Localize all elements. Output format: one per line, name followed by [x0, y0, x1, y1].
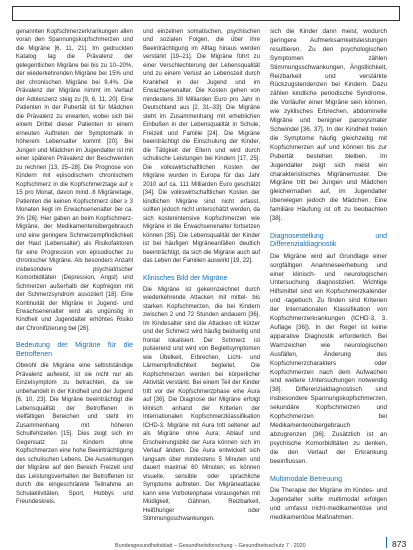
paragraph: Die Migräne wird auf Grundlage einer sorgfältigen Anamneseerhebung und einer klinisch- und neurologischen Untersuchung diagnostiziert. Wichtige Hilfsmittel sind ein Kopfschmerzkalender und -tagebuch. Zu finden sind Kriterien der Internationalen Klassifikation von Kopfschmerzerkrankungen (ICHD-3, 3. Auflage [36]). In der Regel ist keine apparative Diagnostik erforderlich. Bei Warnzeichen wie neurologischen Ausfällen, Änderung des Kopfschmerzcharakters oder Kopfschmerzen nach dem Aufwachen sind weitere Untersuchungen notwendig [38]. Differenzialdiagnostisch sind insbesondere Spannungskopfschmerzen, sekundäre Kopfschmerzen und Kopfschmerzen bei Medikamentenübergebrauch abzugrenzen [36]. Zusätzlich ist an psychische Komorbiditäten zu denken, die den Verlauf der Erkrankung beeinflussen. [270, 252, 387, 465]
section-heading: Klinisches Bild der Migräne [143, 274, 228, 282]
paragraph: Obwohl die Migräne eine selbstständige Prävalenz aufweist, ist sie nicht nur als Einzelsymptom zu betrachten, da sie unbehandelt in der Kindheit und der Jugend [6, 10, 23]. Die Migräne beeinträchtigt die Lebensqualität der Betroffenen in vielfältigen Bereichen und steht im Zusammenhang mit höheren Schulfehlzeiten [15]. Dies zeigt sich im Gegensatz zu Kindern ohne Kopfschmerzen eine hohe Beeinträchtigung des schulischen Lebens. Die Auswirkungen der Migräne auf den Bereich Freizeit und das Leistungsverhalten der Betroffenen ist durch die eingeschränkte Teilnahme an Schulaktivitäten, Sport, Hobbys und Freundeskreis. [16, 363, 133, 505]
journal-footer: Bundesgesundheitsblatt – Gesundheitsforschung – Gesundheitsschutz 7 · 2020 [115, 543, 306, 549]
footer-divider [386, 537, 387, 548]
paragraph: sich die Kinder dann meist, wodurch geringere Aufmerksamkeitsleistungen resultieren. Zu den psychologischen Symptomen zählen Stimmungsschwankungen, Ängstlichkeit, Reizbarkeit und verstärkte Rückzugstendenzen bei Kindern. Dazu zählen kindliche periodische Syndrome, die Vorläufer einer Migräne sein können, wie zyklisches Erbrechen, abdominelle Migräne und benigner paroxysmaler Schwindel [36, 37]. In der Kindheit treten die Symptome häufig gleichzeitig mit Kopfschmerzen auf und können bis zur Pubertät bestehen bleiben. Im Jugendalter zeigt sich meist ein charakteristisches Migränemuster. Die Migräne tritt bei Jungen und Mädchen gleichermaßen auf, im Jugendalter überwiegen jedoch die Mädchen. Eine familiäre Häufung ist oft zu beobachten [38]. [270, 28, 387, 223]
header-frame [12, 6, 400, 21]
section-heading: Multimodale Betreuung [270, 475, 342, 483]
paragraph: genannten Kopfschmerzerkrankungen allen voran den Spannungskopfschmerzen und die Migräne [6, 11, 21]. Im gedruckten Katalog lag die Prävalenz der gelegentlichen Migräne bei bis zu 10–20%, der wiederkehrenden Migräne bei 15% und der chronischen Migräne bei 9,4%. Die Prävalenz der Migräne nimmt im Verlauf der Adoleszenz steig zu [9, 6, 11, 20]. Eine Patienten in der Pubertät ist für Mädchen die Prävalenz zu erwarten, wobei sich bei einem Drittel dieser Patienten in einem erneuten Auftreten der Symptomatik in höherem Lebensalter kommt [20]. Bei Jungen und Mädchen im Jugendalter ist mit einer späteren Prävalenz der Beschwerden zu rechnen [13, 25–28]. Die Prognose von Kindern mit episodischem chronischem Kopfschmerz in die Kopfschmerztage auf ≥ 15 pro Monat, davon mind. 8 Migränetage, Patienten die keinen Kopfschmerz über ≥ 3 Monaten liegt im Erwachsenenalter bei ca. 3% [26]. Hier gaben an beim Kopfschmerz-Migräne, der Medikamentenübergebrauch und eine geringere Schmerzempfindlichkeit der Haut (Lebensalter) als Risikofaktoren für eine Progression von episodischer zu chronischer Migräne. Als besonders Anzahl insbesondere psychiatrischer Komorbiditäten (Depression, Angst) und Schmerzen außerhalb der Kopfregion mit der Schmerzsyndrom assoziiert [18]. Eine Kontinuität der Migräne in Jugend- und Erwachsenenalter wird als ungünstig in Kindheit und Jugendalter erhöhtes Risiko der Chronifizierung bei [26]. [16, 29, 133, 332]
paragraph: Die Therapie der Migräne im Kindes- und Jugendalter sollte multimodal erfolgen und umfasst nicht-medikamentöse und medikamentöse Maßnahmen. [270, 486, 387, 521]
paragraph: und einzelnen somatischen, psychischen und sozialen Folgen, die über ihre Beeinträchtigung im Alltag hinaus werden verstärkt [19–21]. Die Migräne führt zu einer Verschlechterung der Lebensqualität und zu einem Verlust an Lebenszeit durch Krankheit in der Jugend und im Erwachsenenalter. Die Kosten gehen von mindestens 30 Milliarden Euro pro Jahr in Deutschland aus [2, 31–33]. Die Migräne steht im Zusammenhang mit erheblichen Einbußen in der Lebensqualität in Schule, Freizeit und Familie [24]. Die Migräne beeinträchtigt die Einschulung der Kinder, die Tätigkeit der Eltern und wird durch schulische Leistungen bei Kindern [17, 25]. Die volkswirtschaftlichen Kosten der Migräne wurden in Europa für das Jahr 2010 auf ca. 111 Milliarden Euro geschätzt [34]. Die volkswirtschaftlichen Kosten der kindlichen Migräne sind nicht erfasst, sollten jedoch nicht unterschätzt werden, da sich kostenintensive Kopfschmerzen wie Migräne in die Erwachsenenalter fortsetzen können [35]. Die Lebensqualität der Kinder ist bei häufigen Migräneanfällen deutlich beeinträchtigt, da sich die Migräne auch auf das Leben der Familien auswirkt [19, 22]. [143, 29, 260, 265]
section-heading: Bedeutung der Migräne für die Betroffenen [16, 342, 133, 358]
column-3 [270, 28, 387, 523]
column-1 [16, 28, 133, 506]
column-2 [143, 28, 260, 524]
page-number: 873 [392, 539, 407, 549]
article-body [16, 28, 394, 528]
section-heading: Diagnosestellung und Differenzialdiagnostik [270, 232, 387, 249]
paragraph: Die Migräne ist gekennzeichnet durch wiederkehrende Attacken mit mittel- bis starken Kopfschmerzen, die bei Kindern zwischen 2 und 72 Stunden andauern [36]. Im Kindesalter sind die Attacken oft kürzer und der Schmerz wird häufig beidseitig und frontal lokalisiert. Der Schmerz ist pulsierend und wird von Begleitsymptomen wie Übelkeit, Erbrechen, Licht- und Lärmempfindlichkeit begleitet. Die Kopfschmerzen werden bei körperlicher Aktivität verstärkt. Bei einem Teil der Kinder tritt vor der Kopfschmerzphase eine Aura auf [36]. Die Diagnose der Migräne erfolgt klinisch anhand der Kriterien der Internationalen Kopfschmerzklassifikation ICHD-3. Migräne mit Aura tritt seltener auf als Migräne ohne Aura; Ablauf und Erscheinungsbild der Aura können sich im Verlauf ändern. Die Aura entwickelt sich langsam über mindestens 5 Minuten und dauert maximal 60 Minuten; es können visuelle, sensible oder sprachliche Symptome auftreten. Der Migräneattacke kann eine Vorbotenphase vorausgehen mit Müdigkeit, Gähnen, Reizbarkeit, Heißhunger oder Stimmungsschwankungen. [143, 286, 260, 523]
